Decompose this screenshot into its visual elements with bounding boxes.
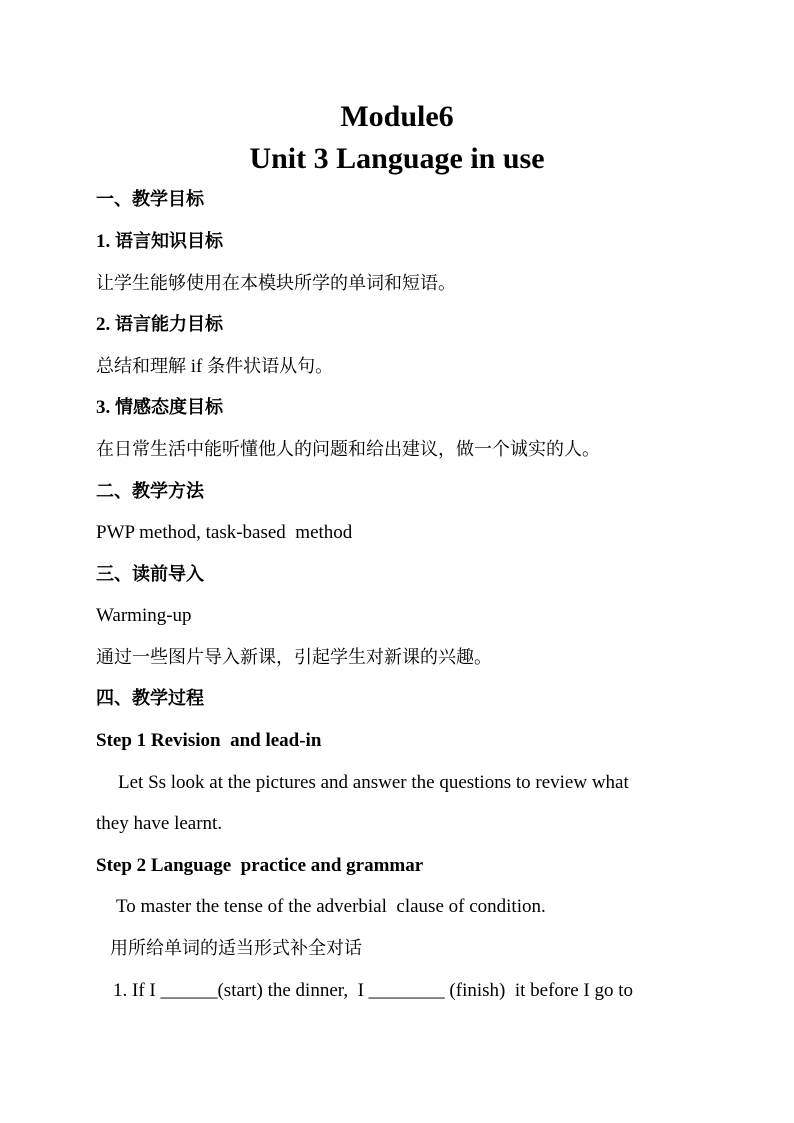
item1-number: 1.	[96, 231, 111, 252]
item2-heading: 语言能力目标	[115, 314, 223, 335]
item1-heading-line	[96, 229, 223, 255]
item3-text: 在日常生活中能听懂他人的问题和给出建议，做一个诚实的人。	[96, 439, 600, 460]
section2-text: PWP method, task-based method	[96, 522, 353, 543]
item1-text: 让学生能够使用在本模块所学的单词和短语。	[96, 273, 456, 294]
module-title: Module6	[340, 100, 454, 133]
unit-title: Unit 3 Language in use	[249, 142, 545, 175]
step2-text: To master the tense of the adverbial clause of condition.	[116, 896, 546, 917]
section1-heading: 一、教学目标	[96, 189, 204, 210]
item2-heading-line	[96, 312, 223, 338]
item2-number: 2.	[96, 314, 111, 335]
section3-text: 通过一些图片导入新课，引起学生对新课的兴趣。	[96, 647, 492, 668]
item2-text-a: 总结和理解	[96, 356, 186, 377]
section2-heading: 二、教学方法	[96, 481, 204, 502]
exercise-instruction: 用所给单词的适当形式补全对话	[110, 938, 362, 959]
item3-heading-line	[96, 395, 223, 421]
item2-text-b: 条件状语从句。	[207, 356, 334, 377]
step1-heading: Step 1 Revision and lead-in	[96, 730, 322, 751]
step1-text-line2: they have learnt.	[96, 813, 223, 834]
item2-text-line	[96, 354, 333, 380]
section3-subtitle: Warming-up	[96, 605, 192, 626]
item3-number: 3.	[96, 397, 111, 418]
exercise1-text: 1. If I ______(start) the dinner, I ________ (finish) it before I go to	[113, 980, 634, 1001]
step2-heading: Step 2 Language practice and grammar	[96, 855, 424, 876]
section4-heading: 四、教学过程	[96, 688, 204, 709]
section3-heading: 三、读前导入	[96, 564, 204, 585]
step1-text-line1: Let Ss look at the pictures and answer the questions to review what	[118, 772, 629, 793]
item3-heading: 情感态度目标	[115, 397, 223, 418]
item2-text-if: if	[186, 356, 208, 377]
item1-heading: 语言知识目标	[115, 231, 223, 252]
